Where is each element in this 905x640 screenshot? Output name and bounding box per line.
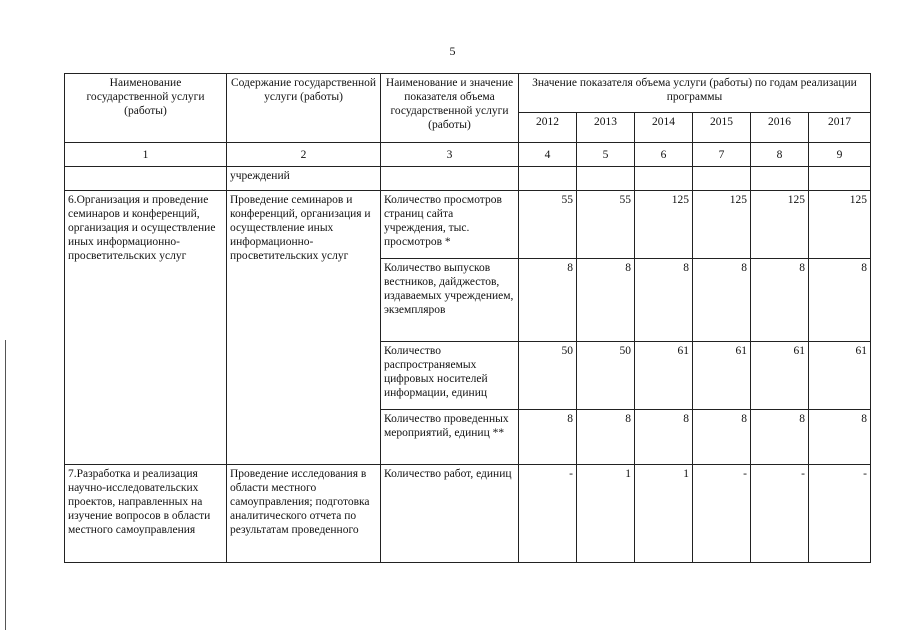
indicator-value: 8 xyxy=(635,259,693,342)
table-cell xyxy=(519,167,577,191)
continuation-row xyxy=(65,167,871,191)
column-number: 8 xyxy=(751,143,809,167)
indicator-value: 8 xyxy=(693,410,751,465)
indicator-label: Количество просмотров страниц сайта учреждения, тыс. просмотров * xyxy=(381,191,519,259)
indicator-value: - xyxy=(809,465,871,563)
column-number: 3 xyxy=(381,143,519,167)
header-service-content: Содержание государственной услуги (работы) xyxy=(227,74,381,143)
header-year: 2012 xyxy=(519,113,577,143)
header-year: 2017 xyxy=(809,113,871,143)
indicator-value: 8 xyxy=(577,410,635,465)
indicator-value: 61 xyxy=(635,342,693,410)
indicator-value: 8 xyxy=(751,410,809,465)
table-cell xyxy=(635,167,693,191)
indicator-value: 50 xyxy=(577,342,635,410)
service-volume-table xyxy=(64,73,871,563)
scan-edge-line xyxy=(5,340,6,630)
indicator-value: 8 xyxy=(809,410,871,465)
indicator-value: 1 xyxy=(635,465,693,563)
indicator-value: 125 xyxy=(809,191,871,259)
indicator-value: 61 xyxy=(693,342,751,410)
table-cell xyxy=(577,167,635,191)
indicator-value: 8 xyxy=(751,259,809,342)
header-year: 2015 xyxy=(693,113,751,143)
header-service-name: Наименование государственной услуги (работы) xyxy=(65,74,227,143)
table-cell xyxy=(381,167,519,191)
indicator-value: 8 xyxy=(693,259,751,342)
indicator-label: Количество выпусков вестников, дайджестов, издаваемых учреждением, экземпляров xyxy=(381,259,519,342)
indicator-value: 8 xyxy=(577,259,635,342)
column-number: 1 xyxy=(65,143,227,167)
table-cell xyxy=(65,167,227,191)
indicator-value: 8 xyxy=(635,410,693,465)
indicator-label: Количество проведенных мероприятий, единиц ** xyxy=(381,410,519,465)
indicator-value: 61 xyxy=(809,342,871,410)
column-number: 2 xyxy=(227,143,381,167)
indicator-value: 55 xyxy=(519,191,577,259)
header-indicator: Наименование и значение показателя объема государственной услуги (работы) xyxy=(381,74,519,143)
table-row xyxy=(65,191,871,259)
table-cell xyxy=(751,167,809,191)
continuation-text: учреждений xyxy=(227,167,381,191)
column-number-row xyxy=(65,143,871,167)
service-name: 6.Организация и проведение семинаров и конференций, организация и осуществление иных информационно-просветительских услуг xyxy=(65,191,227,465)
column-number: 7 xyxy=(693,143,751,167)
column-number: 6 xyxy=(635,143,693,167)
header-year: 2016 xyxy=(751,113,809,143)
page-number: 5 xyxy=(449,44,456,58)
header-year: 2013 xyxy=(577,113,635,143)
indicator-value: 8 xyxy=(519,259,577,342)
indicator-value: 125 xyxy=(693,191,751,259)
service-name: 7.Разработка и реализация научно-исследовательских проектов, направленных на изучение вопросов в области местного самоуправления xyxy=(65,465,227,563)
service-content: Проведение семинаров и конференций, организация и осуществление иных информационно-просветительских услуг xyxy=(227,191,381,465)
indicator-value: 50 xyxy=(519,342,577,410)
indicator-value: 61 xyxy=(751,342,809,410)
indicator-value: 125 xyxy=(635,191,693,259)
column-number: 4 xyxy=(519,143,577,167)
column-number: 9 xyxy=(809,143,871,167)
indicator-value: 125 xyxy=(751,191,809,259)
indicator-label: Количество распространяемых цифровых носителей информации, единиц xyxy=(381,342,519,410)
indicator-value: 1 xyxy=(577,465,635,563)
column-number: 5 xyxy=(577,143,635,167)
indicator-value: - xyxy=(519,465,577,563)
table-cell xyxy=(809,167,871,191)
indicator-value: 8 xyxy=(519,410,577,465)
service-content: Проведение исследования в области местного самоуправления; подготовка аналитического отчета по результатам проведенного xyxy=(227,465,381,563)
table-cell xyxy=(693,167,751,191)
header-years-title: Значение показателя объема услуги (работы) по годам реализации программы xyxy=(519,74,871,113)
indicator-value: - xyxy=(751,465,809,563)
indicator-value: 55 xyxy=(577,191,635,259)
header-row xyxy=(65,74,871,113)
indicator-value: 8 xyxy=(809,259,871,342)
indicator-label: Количество работ, единиц xyxy=(381,465,519,563)
table-row xyxy=(65,465,871,563)
indicator-value: - xyxy=(693,465,751,563)
header-year: 2014 xyxy=(635,113,693,143)
